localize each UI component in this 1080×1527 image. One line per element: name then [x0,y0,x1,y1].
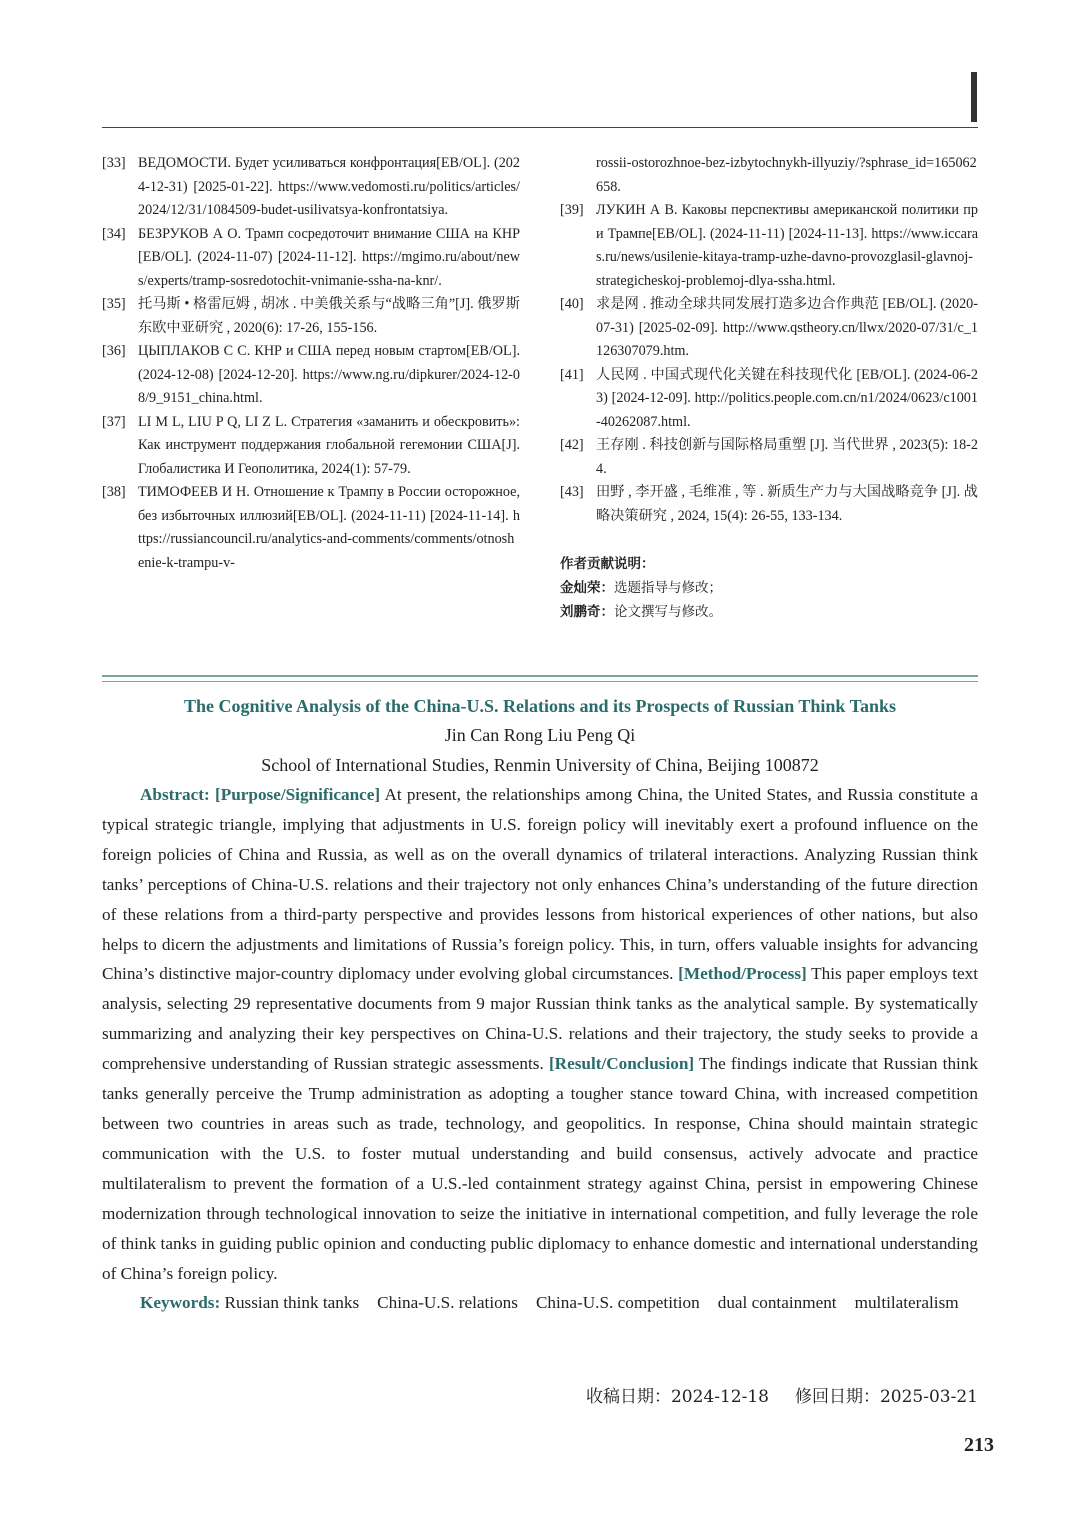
contributor-name: 金灿荣： [560,580,614,596]
manuscript-dates [560,1382,978,1407]
keyword: China-U.S. relations [377,1293,518,1313]
keywords-label: Keywords: [140,1293,221,1313]
abstract-label: Abstract: [140,785,210,804]
contributor-role: 论文撰写与修改。 [614,604,722,620]
contributor-name: 刘鹏奇： [560,604,614,620]
received-date: 收稿日期：2024-12-18 [585,1387,769,1407]
reference-number: [43] [560,484,584,500]
keywords-line [102,1288,978,1318]
reference-text: 田野 , 李开盛 , 毛维准 , 等 . 新质生产力与大国战略竞争 [J]. 战略决策研究 , 2024, 15(4): 26-55, 133-134. [596,484,978,524]
keyword: China-U.S. competition [535,1293,700,1313]
result-label: [Result/Conclusion] [548,1054,695,1074]
reference-item [102,411,520,482]
reference-item [560,481,978,528]
reference-number: [35] [102,296,126,312]
keyword: Russian think tanks [224,1293,360,1313]
reference-item [102,481,520,575]
reference-number: [41] [560,366,584,383]
reference-text: ЦЫПЛАКОВ С С. КНР и США перед новым стартом[EB/OL]. (2024-12-08) [2024-12-20]. https://www.ng.ru/dipkurer/2024-12-08/9_9151_china.html. [138,343,520,406]
reference-number: [36] [102,343,126,359]
reference-text: 托马斯 • 格雷厄姆 , 胡冰 . 中美俄关系与“战略三角”[J]. 俄罗斯东欧中亚研究 , 2020(6): 17-26, 155-156. [138,296,520,336]
header-rule [102,127,978,128]
english-abstract-section [102,692,978,1318]
reference-number: [33] [102,155,126,171]
method-label: [Method/Process] [678,964,807,984]
purpose-label: [Purpose/Significance] [214,785,381,804]
header-accent-bar [971,72,977,122]
keyword: multilateralism [854,1293,959,1313]
english-affiliation: School of International Studies, Renmin University of China, Beijing 100872 [261,755,819,775]
reference-text: ТИМОФЕЕВ И Н. Отношение к Трампу в России осторожное, без избыточных иллюзий[EB/OL]. (2024-11-11) [2024-11-14]. https://russiancouncil.ru/analytics-and-comments/comments/otnoshenie-k-trampu-v- [138,484,520,571]
english-title: The Cognitive Analysis of the China-U.S. Relations and its Prospects of Russian Think Tanks [183,696,896,716]
reference-item [560,199,978,293]
reference-item [102,223,520,294]
reference-column-right [560,152,978,624]
purpose-text: At present, the relationships among China, the United States, and Russia constitute a typical strategic triangle, implying that adjustments in U.S. foreign policy will inevitably exert a profound influence on the foreign policies of China and Russia, as well as on the overall dynamics of trilateral interactions. Analyzing Russian think tanks’ perceptions of China-U.S. relations and their trajectory not only enhances China’s understanding of the future direction of these relations from a third-party perspective and provides lessons from historical experiences of other nations, but also helps to dicern the adjustments and limitations of Russia’s foreign policy. This, in turn, offers valuable insights for advancing China’s distinctive major-country diplomacy under evolving global circumstances. [102,785,979,984]
reference-text: ЛУКИН А В. Каковы перспективы американской политики при Трампе[EB/OL]. (2024-11-11) [2024-11-13]. https://www.iccaras.ru/news/usilenie-kitaya-tramp-uzhe-davno-provozglasil-glavnoj-strategicheskoj-problemoj-dlya-ssha.html. [596,202,978,289]
reference-item [560,434,978,481]
keyword: dual containment [717,1293,837,1313]
contribution-title: 作者贡献说明： [560,556,655,572]
reference-number: [34] [102,225,126,242]
author-contribution [560,552,978,624]
reference-item [102,340,520,411]
result-text: The findings indicate that Russian think tanks generally perceive the Trump administration as adopting a tougher stance toward China, with increased competition between two countries in areas such as trade, technology, and geopolitics. In response, China should maintain strategic communication with the U.S. to foster mutual understanding and build consensus, actively advocate and practice multilateralism to prevent the formation of a U.S.-led containment strategy against China, persist in empowering Chinese modernization through technological innovation to seize the initiative in international competition, and fully leverage the role of think tanks in guiding public opinion and conducting public diplomacy to enhance domestic and international understanding of China’s foreign policy. [102,1054,978,1283]
reference-item [560,293,978,364]
page-number: 213 [964,1434,994,1456]
reference-text: 王存刚 . 科技创新与国际格局重塑 [J]. 当代世界 , 2023(5): 18-24. [596,437,978,477]
reference-column-left [102,152,520,575]
reference-text: LI M L, LIU P Q, LI Z L. Стратегия «заманить и обескровить»: Как инструмент поддержания глобальной гегемонии США[J]. Глобалистика И Геополитика, 2024(1): 57-79. [138,413,520,477]
reference-text: 人民网 . 中国式现代化关键在科技现代化 [EB/OL]. (2024-06-23) [2024-12-09]. http://politics.people.com.cn/n1/2024/0623/c1001-40262087.html. [596,366,978,430]
revised-date: 修回日期：2025-03-21 [794,1387,978,1407]
section-divider [102,675,978,682]
reference-item [102,152,520,223]
method-text: This paper employs text analysis, selecting 29 representative documents from 9 major Russian think tanks as the analytical sample. By systematically summarizing and analyzing their key perspectives on China-U.S. relations and their trajectory, the study seeks to provide a comprehensive understanding of Russian strategic assessments. [102,964,978,1074]
contributor-role: 选题指导与修改； [614,580,722,596]
reference-item [560,364,978,435]
reference-number: [38] [102,484,126,500]
english-authors: Jin Can Rong Liu Peng Qi [444,725,636,745]
reference-text: ВЕДОМОСТИ. Будет усиливаться конфронтация[EB/OL]. (2024-12-31) [2025-01-22]. https://www.vedomosti.ru/politics/articles/2024/12/31/1084509-budet-usilivatsya-konfrontatsiya. [138,155,520,218]
reference-number: [40] [560,296,584,312]
reference-number: [37] [102,413,126,430]
contribution-item [560,576,978,600]
reference-text: 求是网 . 推动全球共同发展打造多边合作典范 [EB/OL]. (2020-07-31) [2025-02-09]. http://www.qstheory.cn/llwx/2020-07/31/c_1126307079.htm. [596,296,978,359]
reference-number: [39] [560,202,584,218]
abstract-paragraph [102,780,978,1288]
reference-continuation: rossii-ostorozhnoe-bez-izbytochnykh-illyuziy/?sphrase_id=165062658. [596,155,977,195]
reference-number: [42] [560,437,584,453]
reference-item [102,293,520,340]
contribution-item [560,600,978,624]
reference-text: БЕЗРУКОВ А О. Трамп сосредоточит внимание США на КНР[EB/OL]. (2024-11-07) [2024-11-12]. https://mgimo.ru/about/news/experts/tramp-sosredotochit-vnimanie-ssha-na-knr/. [138,225,520,289]
